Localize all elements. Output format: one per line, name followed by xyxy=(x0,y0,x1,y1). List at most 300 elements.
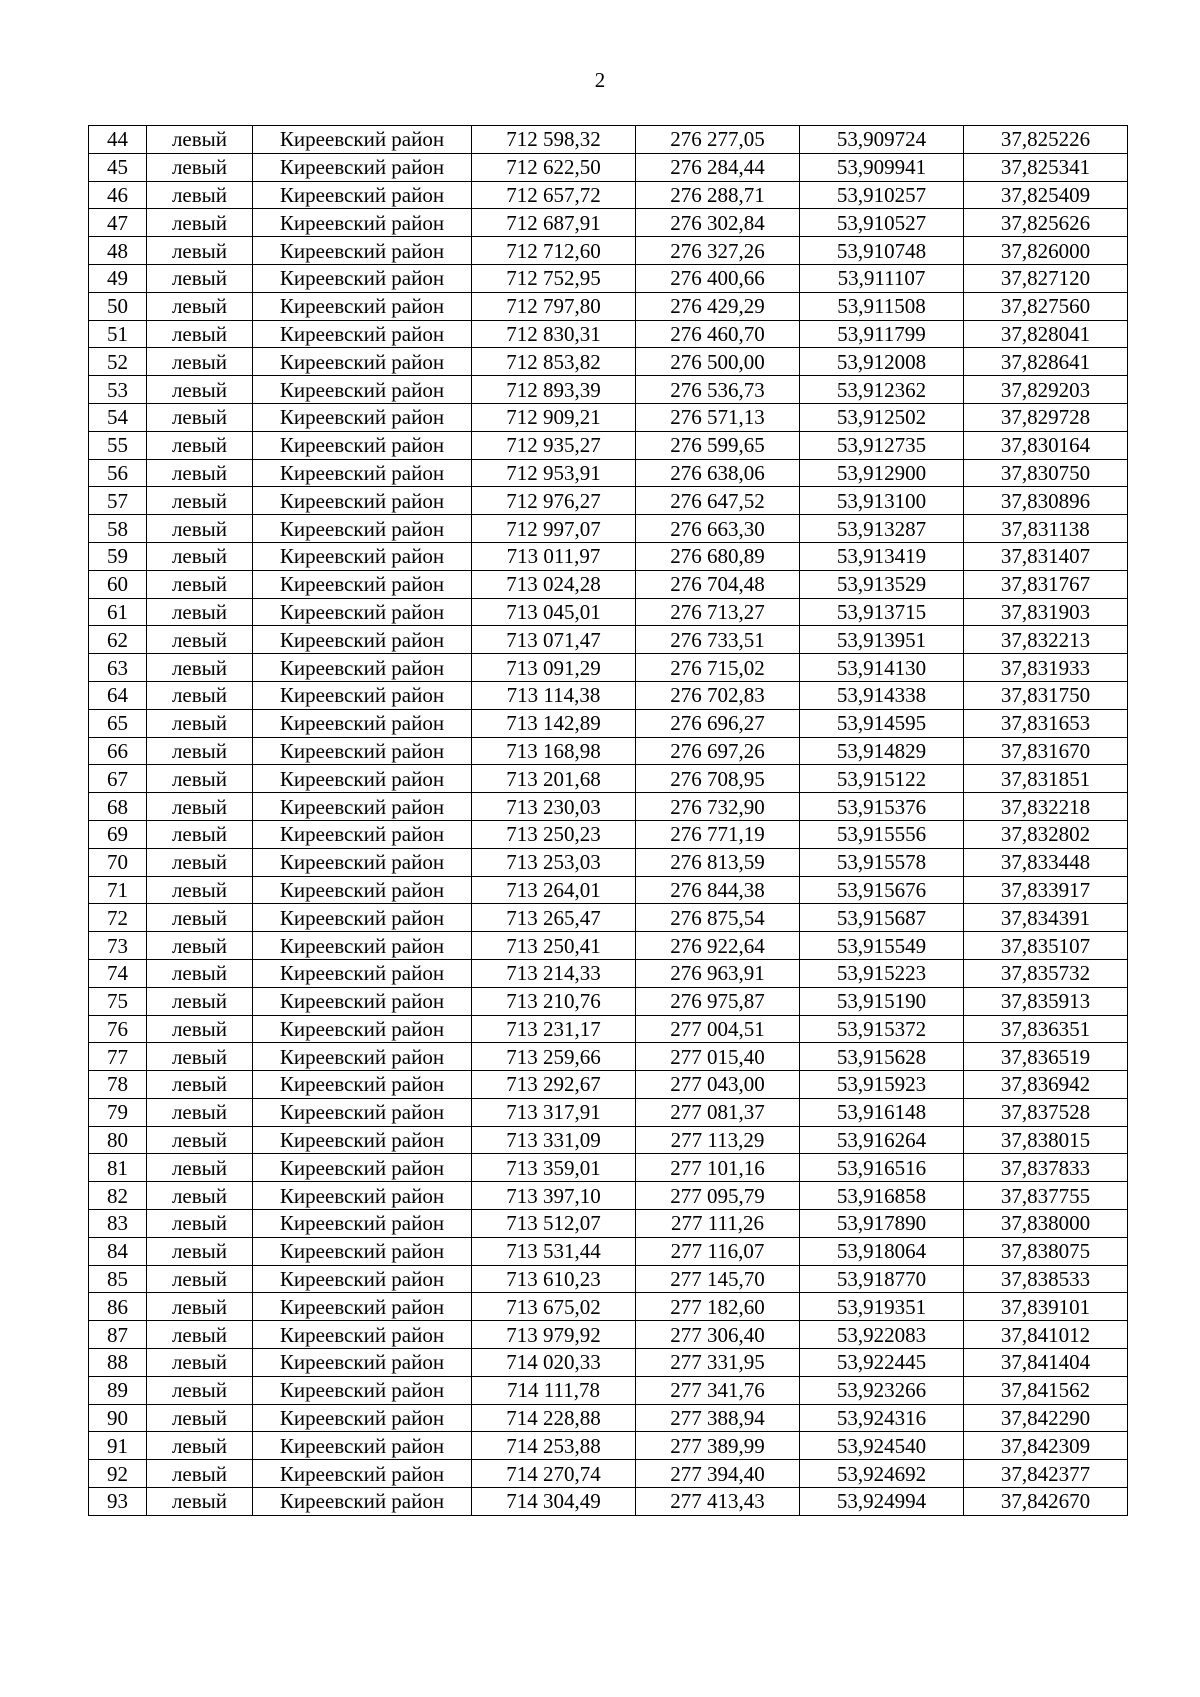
longitude-cell: 37,842377 xyxy=(964,1460,1128,1488)
side-cell: левый xyxy=(147,126,253,154)
table-row xyxy=(89,348,1128,376)
latitude-cell: 53,915628 xyxy=(800,1043,964,1071)
point-number-cell: 47 xyxy=(89,209,147,237)
x-coordinate-cell: 712 953,91 xyxy=(472,459,636,487)
x-coordinate-cell: 713 264,01 xyxy=(472,876,636,904)
longitude-cell: 37,827120 xyxy=(964,264,1128,292)
district-cell: Киреевский район xyxy=(253,1321,472,1349)
longitude-cell: 37,833917 xyxy=(964,876,1128,904)
side-cell: левый xyxy=(147,820,253,848)
district-cell: Киреевский район xyxy=(253,209,472,237)
longitude-cell: 37,836942 xyxy=(964,1071,1128,1099)
longitude-cell: 37,831670 xyxy=(964,737,1128,765)
district-cell: Киреевский район xyxy=(253,459,472,487)
district-cell: Киреевский район xyxy=(253,487,472,515)
latitude-cell: 53,924994 xyxy=(800,1488,964,1516)
district-cell: Киреевский район xyxy=(253,181,472,209)
district-cell: Киреевский район xyxy=(253,1432,472,1460)
y-coordinate-cell: 277 004,51 xyxy=(636,1015,800,1043)
x-coordinate-cell: 713 230,03 xyxy=(472,793,636,821)
table-row xyxy=(89,153,1128,181)
x-coordinate-cell: 713 317,91 xyxy=(472,1098,636,1126)
side-cell: левый xyxy=(147,1321,253,1349)
point-number-cell: 88 xyxy=(89,1349,147,1377)
side-cell: левый xyxy=(147,1237,253,1265)
point-number-cell: 87 xyxy=(89,1321,147,1349)
latitude-cell: 53,912008 xyxy=(800,348,964,376)
side-cell: левый xyxy=(147,626,253,654)
y-coordinate-cell: 276 647,52 xyxy=(636,487,800,515)
y-coordinate-cell: 276 697,26 xyxy=(636,737,800,765)
table-row xyxy=(89,681,1128,709)
table-row xyxy=(89,793,1128,821)
district-cell: Киреевский район xyxy=(253,1404,472,1432)
side-cell: левый xyxy=(147,376,253,404)
point-number-cell: 76 xyxy=(89,1015,147,1043)
latitude-cell: 53,923266 xyxy=(800,1376,964,1404)
district-cell: Киреевский район xyxy=(253,1015,472,1043)
side-cell: левый xyxy=(147,515,253,543)
latitude-cell: 53,915122 xyxy=(800,765,964,793)
x-coordinate-cell: 713 142,89 xyxy=(472,709,636,737)
point-number-cell: 45 xyxy=(89,153,147,181)
latitude-cell: 53,911799 xyxy=(800,320,964,348)
latitude-cell: 53,916516 xyxy=(800,1154,964,1182)
district-cell: Киреевский район xyxy=(253,1293,472,1321)
y-coordinate-cell: 276 702,83 xyxy=(636,681,800,709)
district-cell: Киреевский район xyxy=(253,626,472,654)
latitude-cell: 53,914595 xyxy=(800,709,964,737)
table-row xyxy=(89,1071,1128,1099)
y-coordinate-cell: 277 101,16 xyxy=(636,1154,800,1182)
point-number-cell: 74 xyxy=(89,959,147,987)
x-coordinate-cell: 713 231,17 xyxy=(472,1015,636,1043)
longitude-cell: 37,832802 xyxy=(964,820,1128,848)
table-row xyxy=(89,1488,1128,1516)
table-row xyxy=(89,598,1128,626)
y-coordinate-cell: 277 331,95 xyxy=(636,1349,800,1377)
longitude-cell: 37,836351 xyxy=(964,1015,1128,1043)
district-cell: Киреевский район xyxy=(253,681,472,709)
district-cell: Киреевский район xyxy=(253,1154,472,1182)
longitude-cell: 37,831653 xyxy=(964,709,1128,737)
x-coordinate-cell: 713 292,67 xyxy=(472,1071,636,1099)
district-cell: Киреевский район xyxy=(253,542,472,570)
side-cell: левый xyxy=(147,876,253,904)
latitude-cell: 53,915376 xyxy=(800,793,964,821)
longitude-cell: 37,830164 xyxy=(964,431,1128,459)
table-row xyxy=(89,1293,1128,1321)
district-cell: Киреевский район xyxy=(253,1265,472,1293)
latitude-cell: 53,911508 xyxy=(800,292,964,320)
district-cell: Киреевский район xyxy=(253,959,472,987)
table-row xyxy=(89,237,1128,265)
district-cell: Киреевский район xyxy=(253,793,472,821)
longitude-cell: 37,827560 xyxy=(964,292,1128,320)
x-coordinate-cell: 713 259,66 xyxy=(472,1043,636,1071)
latitude-cell: 53,918770 xyxy=(800,1265,964,1293)
point-number-cell: 53 xyxy=(89,376,147,404)
point-number-cell: 57 xyxy=(89,487,147,515)
longitude-cell: 37,839101 xyxy=(964,1293,1128,1321)
side-cell: левый xyxy=(147,1488,253,1516)
side-cell: левый xyxy=(147,987,253,1015)
longitude-cell: 37,835913 xyxy=(964,987,1128,1015)
point-number-cell: 59 xyxy=(89,542,147,570)
district-cell: Киреевский район xyxy=(253,515,472,543)
latitude-cell: 53,924540 xyxy=(800,1432,964,1460)
y-coordinate-cell: 276 680,89 xyxy=(636,542,800,570)
longitude-cell: 37,835732 xyxy=(964,959,1128,987)
y-coordinate-cell: 277 306,40 xyxy=(636,1321,800,1349)
side-cell: левый xyxy=(147,292,253,320)
point-number-cell: 68 xyxy=(89,793,147,821)
x-coordinate-cell: 713 071,47 xyxy=(472,626,636,654)
point-number-cell: 81 xyxy=(89,1154,147,1182)
table-row xyxy=(89,126,1128,154)
y-coordinate-cell: 276 704,48 xyxy=(636,570,800,598)
table-row xyxy=(89,654,1128,682)
point-number-cell: 63 xyxy=(89,654,147,682)
district-cell: Киреевский район xyxy=(253,876,472,904)
district-cell: Киреевский район xyxy=(253,765,472,793)
district-cell: Киреевский район xyxy=(253,820,472,848)
longitude-cell: 37,829203 xyxy=(964,376,1128,404)
side-cell: левый xyxy=(147,264,253,292)
x-coordinate-cell: 713 512,07 xyxy=(472,1210,636,1238)
latitude-cell: 53,910257 xyxy=(800,181,964,209)
latitude-cell: 53,915372 xyxy=(800,1015,964,1043)
point-number-cell: 85 xyxy=(89,1265,147,1293)
longitude-cell: 37,834391 xyxy=(964,904,1128,932)
latitude-cell: 53,914130 xyxy=(800,654,964,682)
y-coordinate-cell: 276 599,65 xyxy=(636,431,800,459)
x-coordinate-cell: 712 598,32 xyxy=(472,126,636,154)
table-row xyxy=(89,876,1128,904)
table-row xyxy=(89,376,1128,404)
district-cell: Киреевский район xyxy=(253,1071,472,1099)
longitude-cell: 37,831750 xyxy=(964,681,1128,709)
table-row xyxy=(89,1015,1128,1043)
x-coordinate-cell: 714 020,33 xyxy=(472,1349,636,1377)
y-coordinate-cell: 276 638,06 xyxy=(636,459,800,487)
x-coordinate-cell: 713 331,09 xyxy=(472,1126,636,1154)
latitude-cell: 53,915556 xyxy=(800,820,964,848)
latitude-cell: 53,915549 xyxy=(800,932,964,960)
latitude-cell: 53,916858 xyxy=(800,1182,964,1210)
longitude-cell: 37,826000 xyxy=(964,237,1128,265)
latitude-cell: 53,909724 xyxy=(800,126,964,154)
point-number-cell: 69 xyxy=(89,820,147,848)
x-coordinate-cell: 713 091,29 xyxy=(472,654,636,682)
district-cell: Киреевский район xyxy=(253,1098,472,1126)
table-row xyxy=(89,959,1128,987)
latitude-cell: 53,915676 xyxy=(800,876,964,904)
longitude-cell: 37,841012 xyxy=(964,1321,1128,1349)
side-cell: левый xyxy=(147,681,253,709)
table-row xyxy=(89,1321,1128,1349)
longitude-cell: 37,825409 xyxy=(964,181,1128,209)
side-cell: левый xyxy=(147,487,253,515)
latitude-cell: 53,915223 xyxy=(800,959,964,987)
y-coordinate-cell: 276 922,64 xyxy=(636,932,800,960)
y-coordinate-cell: 276 663,30 xyxy=(636,515,800,543)
y-coordinate-cell: 276 571,13 xyxy=(636,403,800,431)
y-coordinate-cell: 276 713,27 xyxy=(636,598,800,626)
x-coordinate-cell: 714 111,78 xyxy=(472,1376,636,1404)
y-coordinate-cell: 276 875,54 xyxy=(636,904,800,932)
latitude-cell: 53,924316 xyxy=(800,1404,964,1432)
y-coordinate-cell: 276 460,70 xyxy=(636,320,800,348)
table-row xyxy=(89,320,1128,348)
point-number-cell: 56 xyxy=(89,459,147,487)
point-number-cell: 67 xyxy=(89,765,147,793)
y-coordinate-cell: 276 733,51 xyxy=(636,626,800,654)
point-number-cell: 65 xyxy=(89,709,147,737)
y-coordinate-cell: 276 732,90 xyxy=(636,793,800,821)
latitude-cell: 53,912362 xyxy=(800,376,964,404)
side-cell: левый xyxy=(147,959,253,987)
table-row xyxy=(89,431,1128,459)
x-coordinate-cell: 712 853,82 xyxy=(472,348,636,376)
latitude-cell: 53,922083 xyxy=(800,1321,964,1349)
point-number-cell: 84 xyxy=(89,1237,147,1265)
y-coordinate-cell: 277 388,94 xyxy=(636,1404,800,1432)
table-row xyxy=(89,709,1128,737)
longitude-cell: 37,825226 xyxy=(964,126,1128,154)
latitude-cell: 53,912900 xyxy=(800,459,964,487)
district-cell: Киреевский район xyxy=(253,126,472,154)
y-coordinate-cell: 277 113,29 xyxy=(636,1126,800,1154)
x-coordinate-cell: 714 270,74 xyxy=(472,1460,636,1488)
longitude-cell: 37,842309 xyxy=(964,1432,1128,1460)
y-coordinate-cell: 277 145,70 xyxy=(636,1265,800,1293)
x-coordinate-cell: 713 201,68 xyxy=(472,765,636,793)
longitude-cell: 37,835107 xyxy=(964,932,1128,960)
side-cell: левый xyxy=(147,654,253,682)
x-coordinate-cell: 713 214,33 xyxy=(472,959,636,987)
point-number-cell: 90 xyxy=(89,1404,147,1432)
latitude-cell: 53,914338 xyxy=(800,681,964,709)
point-number-cell: 77 xyxy=(89,1043,147,1071)
x-coordinate-cell: 712 893,39 xyxy=(472,376,636,404)
table-row xyxy=(89,626,1128,654)
side-cell: левый xyxy=(147,348,253,376)
x-coordinate-cell: 713 610,23 xyxy=(472,1265,636,1293)
side-cell: левый xyxy=(147,1071,253,1099)
table-row xyxy=(89,1182,1128,1210)
y-coordinate-cell: 276 975,87 xyxy=(636,987,800,1015)
table-row xyxy=(89,765,1128,793)
longitude-cell: 37,831851 xyxy=(964,765,1128,793)
side-cell: левый xyxy=(147,431,253,459)
latitude-cell: 53,915923 xyxy=(800,1071,964,1099)
table-row xyxy=(89,1126,1128,1154)
table-row xyxy=(89,181,1128,209)
point-number-cell: 71 xyxy=(89,876,147,904)
y-coordinate-cell: 276 500,00 xyxy=(636,348,800,376)
side-cell: левый xyxy=(147,904,253,932)
side-cell: левый xyxy=(147,1098,253,1126)
y-coordinate-cell: 277 043,00 xyxy=(636,1071,800,1099)
x-coordinate-cell: 713 265,47 xyxy=(472,904,636,932)
side-cell: левый xyxy=(147,403,253,431)
point-number-cell: 62 xyxy=(89,626,147,654)
x-coordinate-cell: 712 830,31 xyxy=(472,320,636,348)
table-row xyxy=(89,1404,1128,1432)
table-row xyxy=(89,542,1128,570)
district-cell: Киреевский район xyxy=(253,376,472,404)
table-row xyxy=(89,820,1128,848)
x-coordinate-cell: 713 253,03 xyxy=(472,848,636,876)
table-row xyxy=(89,1043,1128,1071)
latitude-cell: 53,913951 xyxy=(800,626,964,654)
point-number-cell: 93 xyxy=(89,1488,147,1516)
side-cell: левый xyxy=(147,1182,253,1210)
latitude-cell: 53,913715 xyxy=(800,598,964,626)
point-number-cell: 61 xyxy=(89,598,147,626)
side-cell: левый xyxy=(147,1293,253,1321)
longitude-cell: 37,838533 xyxy=(964,1265,1128,1293)
longitude-cell: 37,838000 xyxy=(964,1210,1128,1238)
longitude-cell: 37,842290 xyxy=(964,1404,1128,1432)
y-coordinate-cell: 277 111,26 xyxy=(636,1210,800,1238)
coordinates-table xyxy=(88,125,1128,1516)
x-coordinate-cell: 714 228,88 xyxy=(472,1404,636,1432)
district-cell: Киреевский район xyxy=(253,904,472,932)
longitude-cell: 37,831767 xyxy=(964,570,1128,598)
latitude-cell: 53,913419 xyxy=(800,542,964,570)
district-cell: Киреевский район xyxy=(253,709,472,737)
district-cell: Киреевский район xyxy=(253,1237,472,1265)
point-number-cell: 60 xyxy=(89,570,147,598)
side-cell: левый xyxy=(147,1154,253,1182)
district-cell: Киреевский район xyxy=(253,1376,472,1404)
point-number-cell: 55 xyxy=(89,431,147,459)
point-number-cell: 75 xyxy=(89,987,147,1015)
point-number-cell: 58 xyxy=(89,515,147,543)
point-number-cell: 89 xyxy=(89,1376,147,1404)
table-row xyxy=(89,1265,1128,1293)
district-cell: Киреевский район xyxy=(253,153,472,181)
point-number-cell: 83 xyxy=(89,1210,147,1238)
y-coordinate-cell: 277 095,79 xyxy=(636,1182,800,1210)
latitude-cell: 53,913529 xyxy=(800,570,964,598)
table-row xyxy=(89,1154,1128,1182)
x-coordinate-cell: 712 622,50 xyxy=(472,153,636,181)
longitude-cell: 37,838075 xyxy=(964,1237,1128,1265)
x-coordinate-cell: 712 997,07 xyxy=(472,515,636,543)
point-number-cell: 92 xyxy=(89,1460,147,1488)
table-row xyxy=(89,1098,1128,1126)
x-coordinate-cell: 713 250,41 xyxy=(472,932,636,960)
latitude-cell: 53,917890 xyxy=(800,1210,964,1238)
y-coordinate-cell: 276 288,71 xyxy=(636,181,800,209)
side-cell: левый xyxy=(147,1265,253,1293)
x-coordinate-cell: 712 752,95 xyxy=(472,264,636,292)
x-coordinate-cell: 713 531,44 xyxy=(472,1237,636,1265)
x-coordinate-cell: 713 114,38 xyxy=(472,681,636,709)
side-cell: левый xyxy=(147,209,253,237)
table-row xyxy=(89,1237,1128,1265)
table-row xyxy=(89,1349,1128,1377)
point-number-cell: 78 xyxy=(89,1071,147,1099)
latitude-cell: 53,915578 xyxy=(800,848,964,876)
longitude-cell: 37,825626 xyxy=(964,209,1128,237)
y-coordinate-cell: 276 327,26 xyxy=(636,237,800,265)
longitude-cell: 37,831407 xyxy=(964,542,1128,570)
table-row xyxy=(89,737,1128,765)
district-cell: Киреевский район xyxy=(253,1043,472,1071)
longitude-cell: 37,832218 xyxy=(964,793,1128,821)
table-row xyxy=(89,459,1128,487)
table-row xyxy=(89,904,1128,932)
x-coordinate-cell: 714 253,88 xyxy=(472,1432,636,1460)
side-cell: левый xyxy=(147,237,253,265)
longitude-cell: 37,842670 xyxy=(964,1488,1128,1516)
point-number-cell: 52 xyxy=(89,348,147,376)
longitude-cell: 37,830750 xyxy=(964,459,1128,487)
latitude-cell: 53,913287 xyxy=(800,515,964,543)
x-coordinate-cell: 713 045,01 xyxy=(472,598,636,626)
y-coordinate-cell: 276 708,95 xyxy=(636,765,800,793)
x-coordinate-cell: 713 397,10 xyxy=(472,1182,636,1210)
table-row xyxy=(89,1432,1128,1460)
point-number-cell: 91 xyxy=(89,1432,147,1460)
side-cell: левый xyxy=(147,153,253,181)
y-coordinate-cell: 277 389,99 xyxy=(636,1432,800,1460)
x-coordinate-cell: 712 797,80 xyxy=(472,292,636,320)
x-coordinate-cell: 714 304,49 xyxy=(472,1488,636,1516)
y-coordinate-cell: 276 277,05 xyxy=(636,126,800,154)
x-coordinate-cell: 712 909,21 xyxy=(472,403,636,431)
y-coordinate-cell: 277 341,76 xyxy=(636,1376,800,1404)
table-row xyxy=(89,932,1128,960)
x-coordinate-cell: 713 011,97 xyxy=(472,542,636,570)
side-cell: левый xyxy=(147,459,253,487)
point-number-cell: 80 xyxy=(89,1126,147,1154)
district-cell: Киреевский район xyxy=(253,237,472,265)
district-cell: Киреевский район xyxy=(253,654,472,682)
district-cell: Киреевский район xyxy=(253,1210,472,1238)
longitude-cell: 37,838015 xyxy=(964,1126,1128,1154)
latitude-cell: 53,912735 xyxy=(800,431,964,459)
latitude-cell: 53,910748 xyxy=(800,237,964,265)
side-cell: левый xyxy=(147,1460,253,1488)
longitude-cell: 37,837833 xyxy=(964,1154,1128,1182)
y-coordinate-cell: 276 696,27 xyxy=(636,709,800,737)
district-cell: Киреевский район xyxy=(253,292,472,320)
district-cell: Киреевский район xyxy=(253,1182,472,1210)
latitude-cell: 53,910527 xyxy=(800,209,964,237)
side-cell: левый xyxy=(147,737,253,765)
y-coordinate-cell: 276 302,84 xyxy=(636,209,800,237)
coordinates-table-body xyxy=(89,126,1128,1516)
y-coordinate-cell: 277 081,37 xyxy=(636,1098,800,1126)
longitude-cell: 37,837528 xyxy=(964,1098,1128,1126)
district-cell: Киреевский район xyxy=(253,987,472,1015)
point-number-cell: 50 xyxy=(89,292,147,320)
x-coordinate-cell: 712 657,72 xyxy=(472,181,636,209)
district-cell: Киреевский район xyxy=(253,598,472,626)
y-coordinate-cell: 276 400,66 xyxy=(636,264,800,292)
y-coordinate-cell: 276 284,44 xyxy=(636,153,800,181)
latitude-cell: 53,909941 xyxy=(800,153,964,181)
point-number-cell: 49 xyxy=(89,264,147,292)
side-cell: левый xyxy=(147,709,253,737)
side-cell: левый xyxy=(147,320,253,348)
latitude-cell: 53,922445 xyxy=(800,1349,964,1377)
